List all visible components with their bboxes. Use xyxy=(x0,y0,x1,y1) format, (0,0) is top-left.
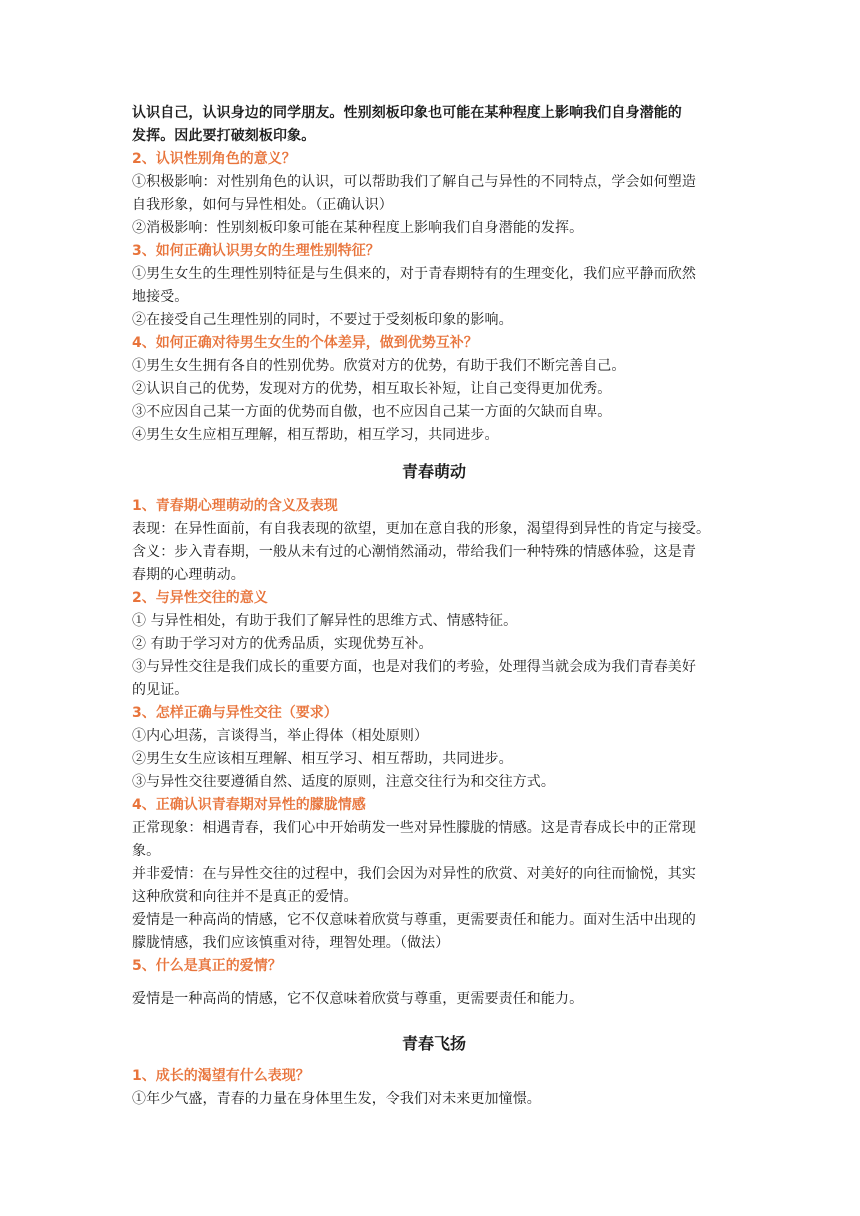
paragraph-line: ③不应因自己某一方面的优势而自傲，也不应因自己某一方面的欠缺而自卑。 xyxy=(132,404,612,420)
paragraph-line: 爱情是一种高尚的情感，它不仅意味着欣赏与尊重，更需要责任和能力。 xyxy=(132,991,584,1007)
paragraph-line: ② 有助于学习对方的优秀品质，实现优势互补。 xyxy=(132,636,433,652)
paragraph-line: ①积极影响：对性别角色的认识，可以帮助我们了解自己与异性的不同特点，学会如何塑造 xyxy=(132,174,696,190)
paragraph-line: 这种欣赏和向往并不是真正的爱情。 xyxy=(132,889,358,905)
paragraph-line: ②消极影响：性别刻板印象可能在某种程度上影响我们自身潜能的发挥。 xyxy=(132,220,584,236)
paragraph-line: 朦胧情感，我们应该慎重对待，理智处理。（做法） xyxy=(132,935,450,951)
section-heading: 4、如何正确对待男生女生的个体差异，做到优势互补？ xyxy=(132,335,478,351)
document-body xyxy=(132,102,736,1111)
paragraph-line: 爱情是一种高尚的情感，它不仅意味着欣赏与尊重，更需要责任和能力。面对生活中出现的 xyxy=(132,912,696,928)
paragraph-line: 含义：步入青春期，一般从未有过的心潮悄然涌动，带给我们一种特殊的情感体验，这是青 xyxy=(132,544,696,560)
section-heading: 1、青春期心理萌动的含义及表现 xyxy=(132,498,338,514)
paragraph-line: ③与异性交往要遵循自然、适度的原则，注意交往行为和交往方式。 xyxy=(132,774,555,790)
paragraph-line: 并非爱情：在与异性交往的过程中，我们会因为对异性的欣赏、对美好的向往而愉悦，其实 xyxy=(132,866,696,882)
paragraph-line: 地接受。 xyxy=(132,289,189,305)
chapter-title: 青春萌动 xyxy=(401,462,466,481)
paragraph-line: ②在接受自己生理性别的同时，不要过于受刻板印象的影响。 xyxy=(132,312,513,328)
paragraph-line: ①男生女生拥有各自的性别优势。欣赏对方的优势，有助于我们不断完善自己。 xyxy=(132,358,626,374)
paragraph-line: 自我形象，如何与异性相处。（正确认识） xyxy=(132,197,393,213)
paragraph-line: 正常现象：相遇青春，我们心中开始萌发一些对异性朦胧的情感。这是青春成长中的正常现 xyxy=(132,820,696,836)
paragraph-line: ④男生女生应相互理解，相互帮助，相互学习，共同进步。 xyxy=(132,427,499,443)
paragraph-line: 象。 xyxy=(132,843,161,859)
paragraph-line: ①年少气盛，青春的力量在身体里生发，令我们对未来更加憧憬。 xyxy=(132,1091,541,1107)
paragraph-line: 春期的心理萌动。 xyxy=(132,567,245,583)
section-heading: 5、什么是真正的爱情？ xyxy=(132,958,282,974)
intro-line: 认识自己，认识身边的同学朋友。性别刻板印象也可能在某种程度上影响我们自身潜能的 xyxy=(132,105,682,121)
paragraph-line: 表现：在异性面前，有自我表现的欲望，更加在意自我的形象，渴望得到异性的肯定与接受。 xyxy=(132,521,711,537)
paragraph-line: ②认识自己的优势，发现对方的优势，相互取长补短，让自己变得更加优秀。 xyxy=(132,381,612,397)
paragraph-line: ③与异性交往是我们成长的重要方面，也是对我们的考验，处理得当就会成为我们青春美好 xyxy=(132,659,696,675)
section-heading: 2、与异性交往的意义 xyxy=(132,590,268,606)
section-heading: 4、正确认识青春期对异性的朦胧情感 xyxy=(132,797,366,813)
paragraph-line: ①男生女生的生理性别特征是与生俱来的，对于青春期特有的生理变化，我们应平静而欣然 xyxy=(132,266,696,282)
paragraph-line: ①内心坦荡，言谈得当，举止得体（相处原则） xyxy=(132,728,429,744)
paragraph-line: ②男生女生应该相互理解、相互学习、相互帮助，共同进步。 xyxy=(132,751,513,767)
section-heading: 1、成长的渴望有什么表现？ xyxy=(132,1068,310,1084)
section-heading: 3、怎样正确与异性交往（要求） xyxy=(132,705,338,721)
paragraph-line: ① 与异性相处，有助于我们了解异性的思维方式、情感特征。 xyxy=(132,613,518,629)
paragraph-line: 的见证。 xyxy=(132,682,189,698)
section-heading: 2、认识性别角色的意义？ xyxy=(132,151,296,167)
intro-line: 发挥。因此要打破刻板印象。 xyxy=(132,128,316,144)
chapter-title: 青春飞扬 xyxy=(401,1034,466,1053)
section-heading: 3、如何正确认识男女的生理性别特征？ xyxy=(132,243,380,259)
